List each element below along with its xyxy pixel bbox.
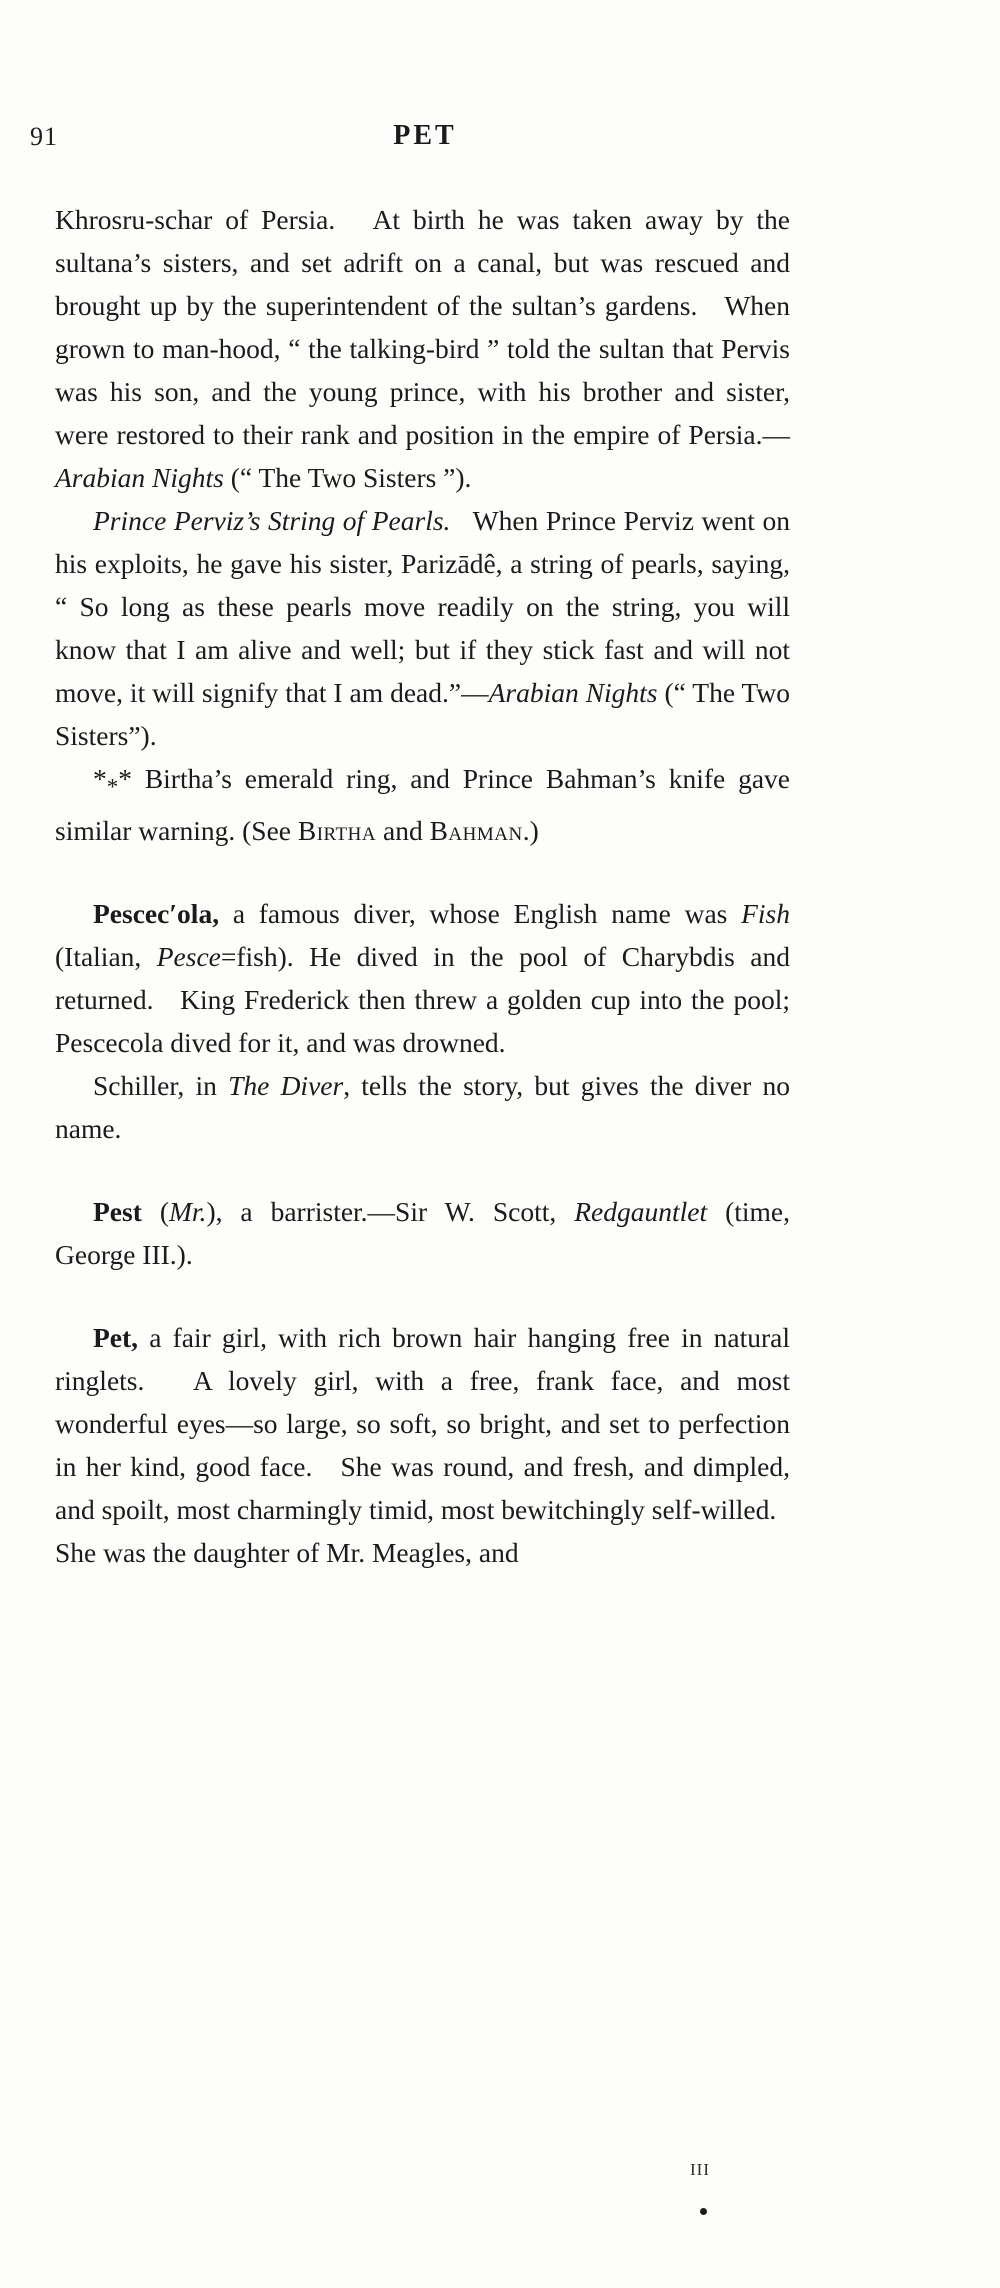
running-head-title: PET <box>393 120 457 151</box>
entry-pet: Pet, a fair girl, with rich brown hair hanging free in natural ringlets. A lovely girl, with a free, frank face, and most wonderful eyes—so large, so soft, so bright, and set to perfection in her kind, good face. She was round, and fresh, and dimpled, and spoilt, most charmingly timid, most bewitchingly self-willed. She was the daughter of Mr. Meagles, and <box>55 1321 790 1568</box>
page-number: 91 <box>30 122 58 151</box>
para-schiller: Schiller, in The Diver, tells the story, but gives the diver no name. <box>55 1069 790 1144</box>
text-column <box>55 198 790 1574</box>
entry-pest: Pest (Mr.), a barrister.—Sir W. Scott, Redgauntlet (time, George III.). <box>55 1195 790 1270</box>
page-header-area <box>30 110 795 168</box>
signature-mark: III <box>690 2160 710 2179</box>
para-string-of-pearls: Prince Perviz’s String of Pearls. When Prince Perviz went on his exploits, he gave his sister, Parizādê, a string of pearls, saying, “ So long as these pearls move readily on the string, you will know that I am alive and well; but if they stick fast and will not move, it will signify that I am dead.”—Arabian Nights (“ The Two Sisters”). <box>55 505 790 751</box>
ink-dot <box>700 2208 707 2215</box>
para-birtha-note: $*_**$ Birtha’s emerald ring, and Prince Bahman’s knife gave similar warning. (See Birtha and Bahman.) <box>55 763 790 846</box>
running-head <box>30 110 795 168</box>
para-khosru: Khrosru-schar of Persia. At birth he was taken away by the sultana’s sisters, and set adrift on a canal, but was rescued and brought up by the superintendent of the sultan’s gardens. When grown to man-hood, “ the talking-bird ” told the sultan that Pervis was his son, and the young prince, with his brother and sister, were restored to their rank and position in the empire of Persia.—Arabian Nights (“ The Two Sisters ”). <box>55 204 790 493</box>
entry-pescecola: Pescec′ola, a famous diver, whose English name was Fish (Italian, Pesce=fish). He dived in the pool of Charybdis and returned. King Frederick then threw a golden cup into the pool; Pescecola dived for it, and was drowned. <box>55 897 790 1058</box>
